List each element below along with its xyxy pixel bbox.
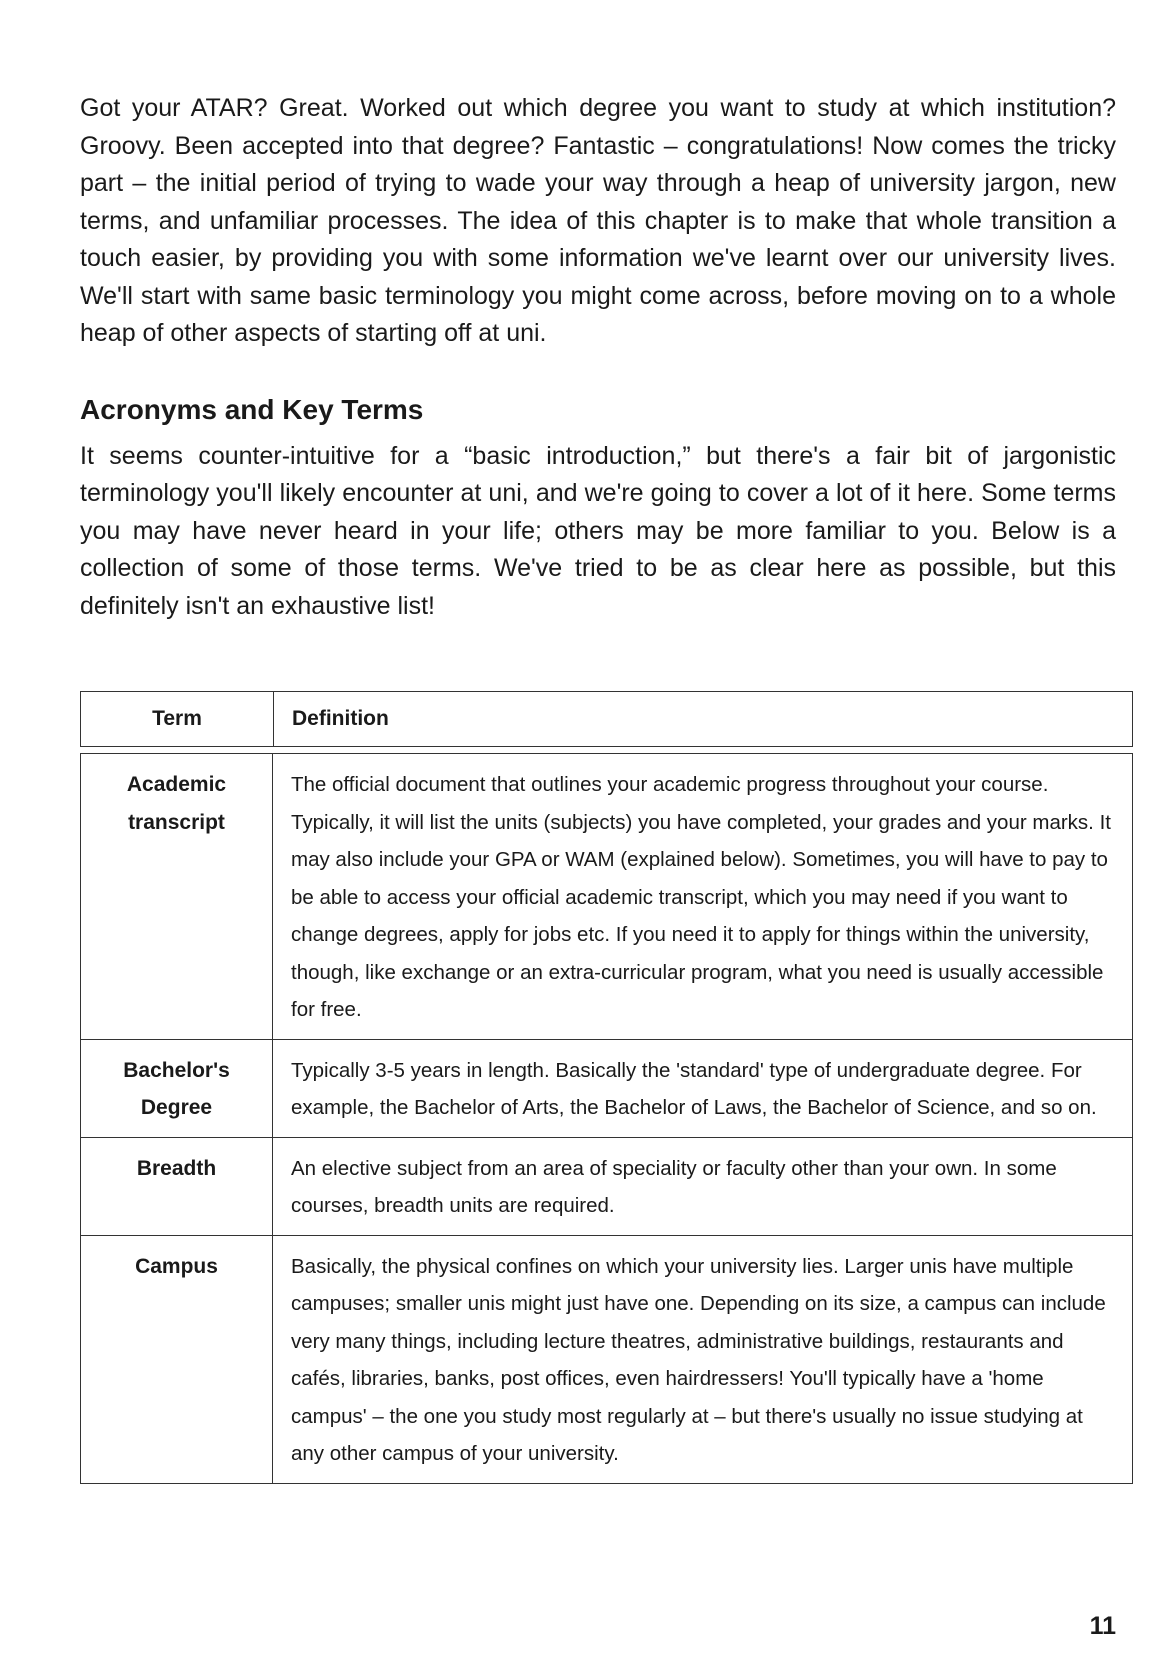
section-paragraph: It seems counter-intuitive for a “basic introduction,” but there's a fair bit of jargonistic terminology you'll likely encounter at uni, and we're going to cover a lot of it here. Some terms you may have never heard in your life; others may be more familiar to you. Below is a collection of some of those terms. We've tried to be as clear here as possible, but this definitely isn't an exhaustive list! <box>80 441 1116 620</box>
table-row <box>81 1137 1132 1235</box>
definition-cell: Basically, the physical confines on which your university lies. Larger unis have multiple campuses; smaller unis might just have one. Depending on its size, a campus can include very many things, including lecture theatres, administrative buildings, restaurants and cafés, libraries, banks, post offices, even hairdressers! You'll typically have a 'home campus' – the one you study most regularly at – but there's usually no issue studying at any other campus of your university. <box>291 1254 1106 1465</box>
definition-cell: An elective subject from an area of speciality or faculty other than your own. In some courses, breadth units are required. <box>291 1156 1057 1217</box>
definition-cell: Typically 3-5 years in length. Basically the 'standard' type of undergraduate degree. For example, the Bachelor of Arts, the Bachelor of Laws, the Bachelor of Science, and so on. <box>291 1058 1097 1119</box>
table-row <box>81 1039 1132 1137</box>
table-header-definition: Definition <box>292 707 389 730</box>
table-row <box>81 1235 1132 1483</box>
table-row <box>81 754 1132 1039</box>
definition-cell: The official document that outlines your academic progress throughout your course. Typically, it will list the units (subjects) you have completed, your grades and your marks. It may also include your GPA or WAM (explained below). Sometimes, you will have to pay to be able to access your official academic transcript, which you may need if you want to change degrees, apply for jobs etc. If you need it to apply for things within the university, though, like exchange or an extra-curricular program, what you need is usually accessible for free. <box>291 773 1111 1021</box>
page-content <box>80 90 1116 625</box>
term-cell: Campus <box>81 1236 273 1483</box>
page-number: 11 <box>1089 1612 1116 1640</box>
term-cell: Bachelor's Degree <box>81 1040 273 1137</box>
table-header <box>80 691 1133 747</box>
section-heading: Acronyms and Key Terms <box>80 393 424 425</box>
intro-paragraph: Got your ATAR? Great. Worked out which degree you want to study at which institution? Groovy. Been accepted into that degree? Fantastic – congratulations! Now comes the tricky part – the initial period of trying to wade your way through a heap of university jargon, new terms, and unfamiliar processes. The idea of this chapter is to make that whole transition a touch easier, by providing you with some information we've learnt over our university lives. We'll start with same basic terminology you might come across, before moving on to a whole heap of other aspects of starting off at uni. <box>80 94 1116 347</box>
table-header-term: Term <box>81 692 274 746</box>
term-cell: Academic transcript <box>81 754 273 1039</box>
term-cell: Breadth <box>81 1138 273 1235</box>
terms-table-body <box>80 753 1133 1484</box>
